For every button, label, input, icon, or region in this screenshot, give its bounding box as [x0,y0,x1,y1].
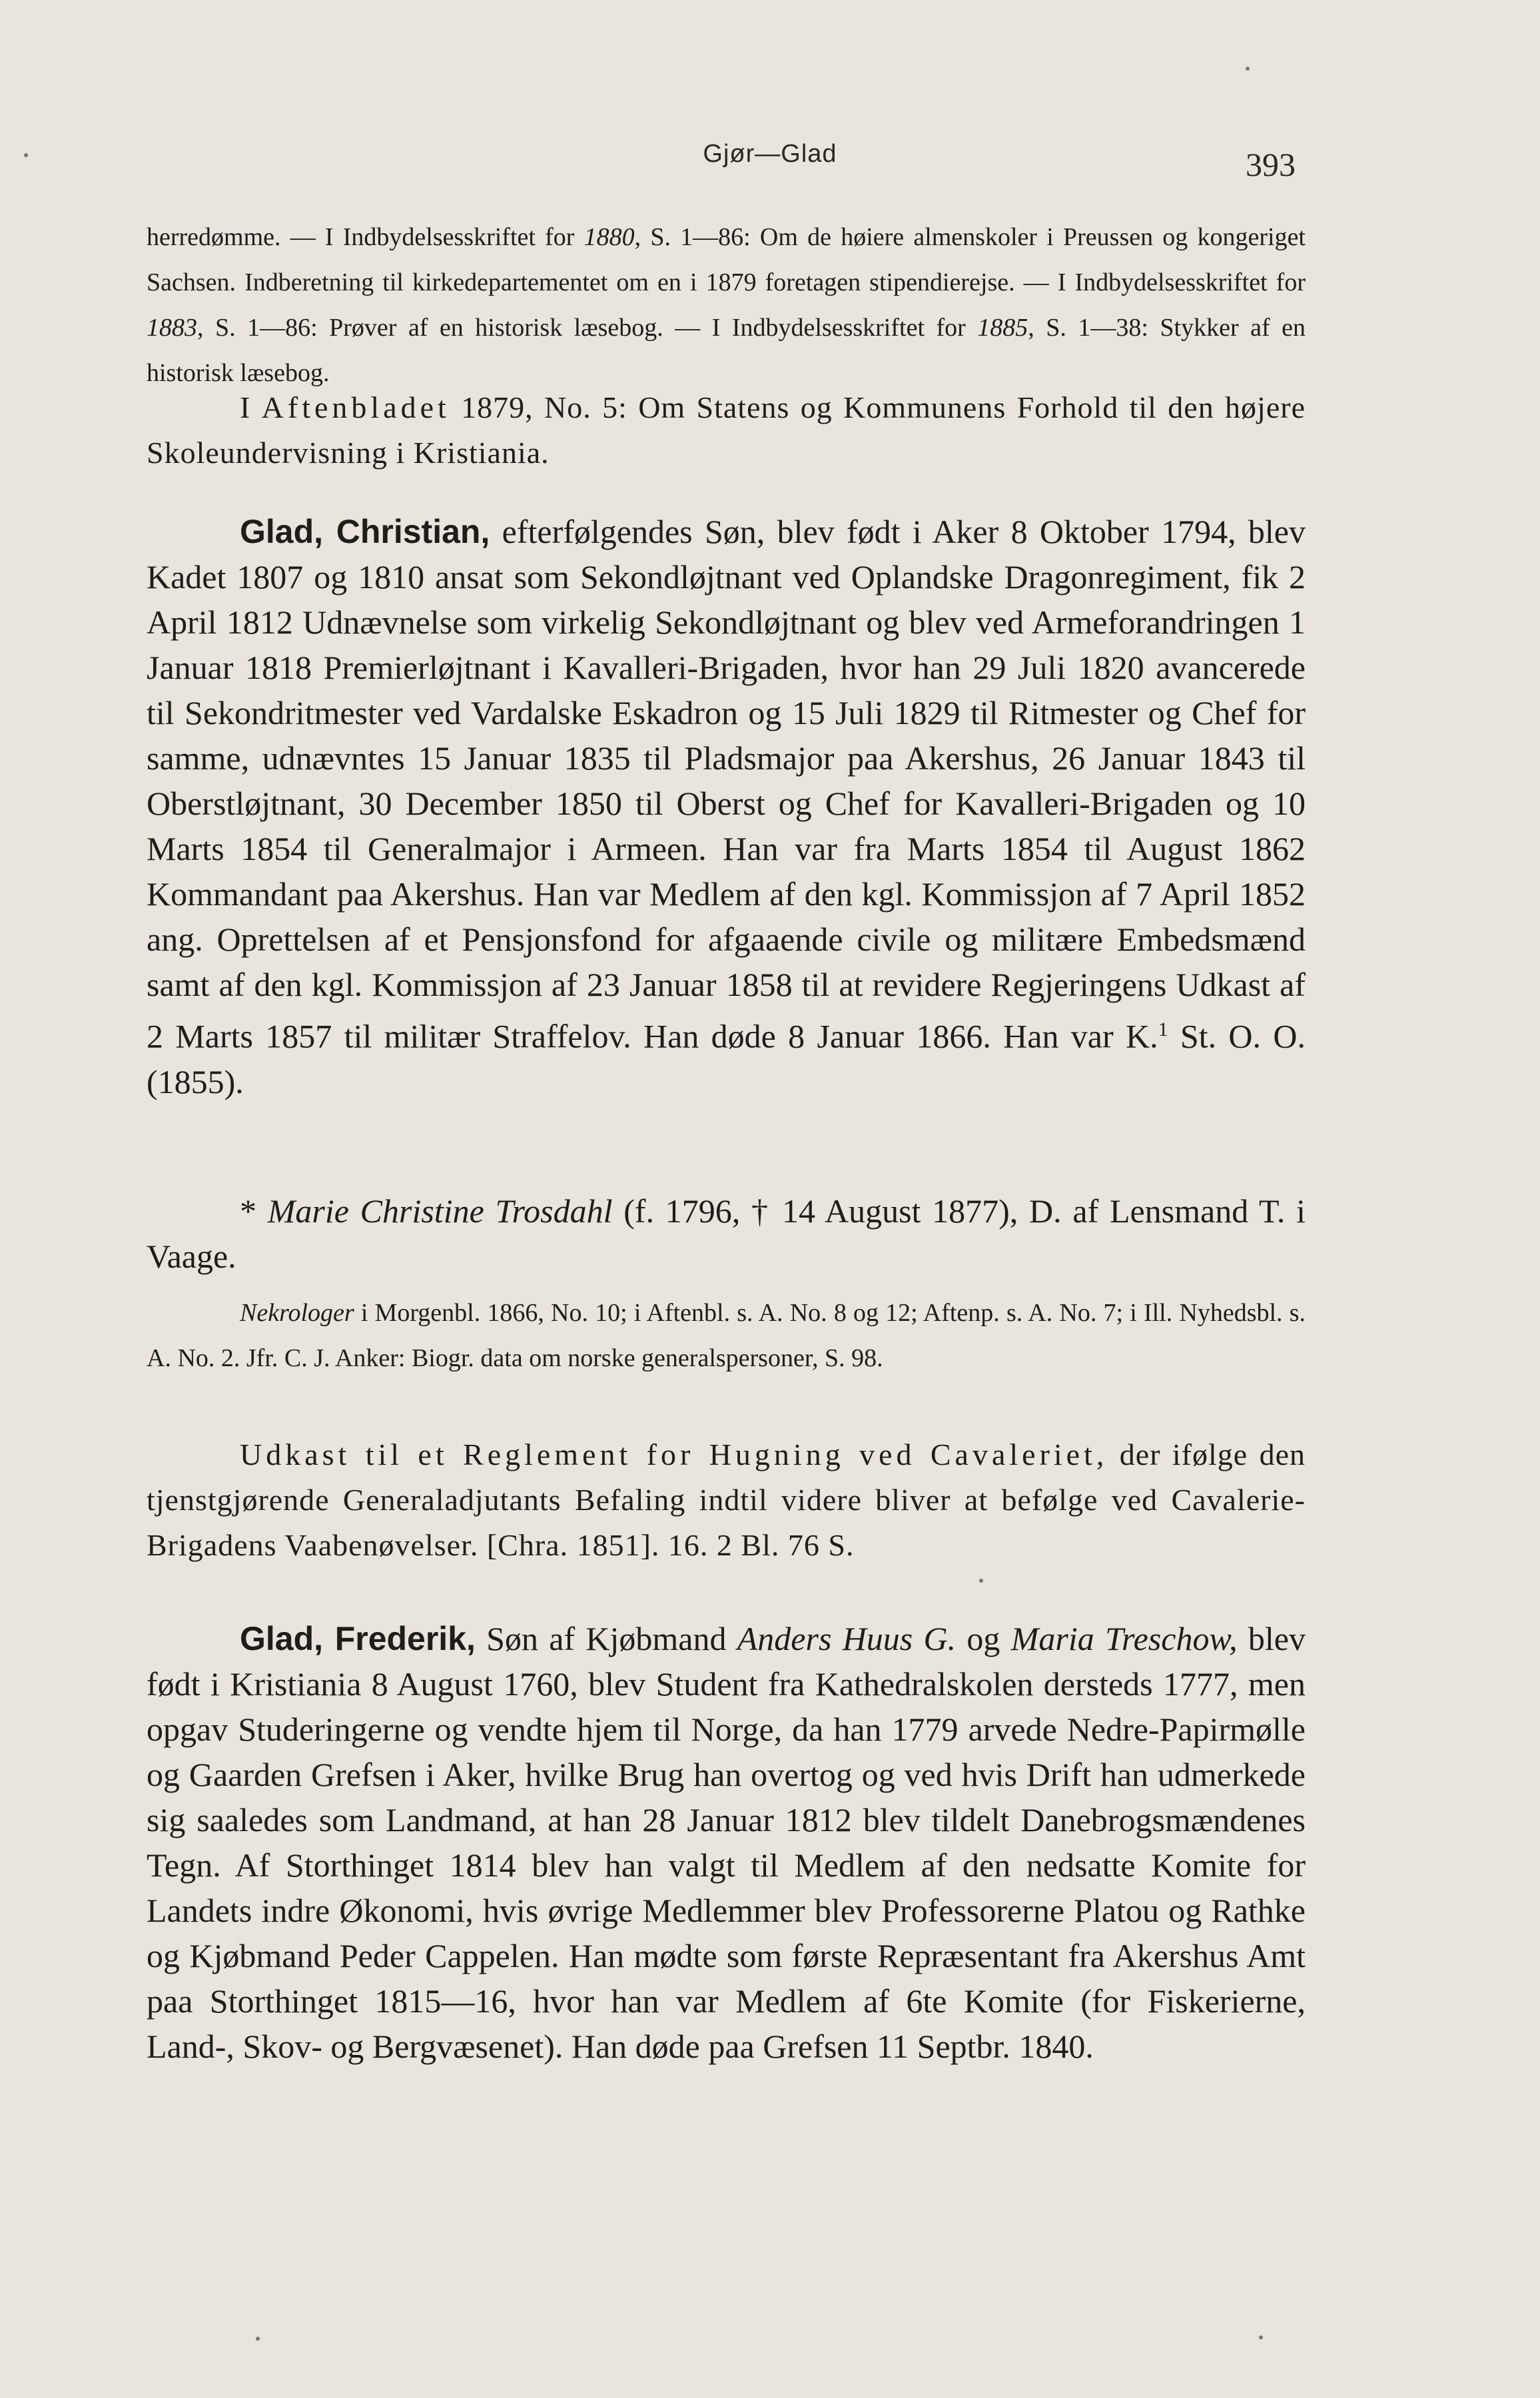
entry-bio: blev født i Kristiania 8 August 1760, blev Student fra Kathedralskolen dersteds 1777, men opgav Studeringerne og vendte hjem til Norge, da han 1779 arvede Nedre-Papirmølle og Gaarden Grefsen i Aker, hvilke Brug han overtog og ved hvis Drift han udmerkede sig saaledes som Landmand, at han 28 Januar 1812 blev tildelt Danebrogsmændenes Tegn. Af Storthinget 1814 blev han valgt til Medlem af den nedsatte Komite for Landets indre Økonomi, hvis øvrige Medlemmer blev Professorerne Platou og Rathke og Kjøbmand Peder Cappelen. Han mødte som første Repræsentant fra Akershus Amt paa Storthinget 1815—16, hvor han var Medlem af 6te Komite (for Fiskerierne, Land-, Skov- og Bergvæsenet). Han døde paa Grefsen 11 Septbr. 1840. [147,1620,1306,2065]
work-title: Udkast til et Reglement for Hugning ved Cavaleriet, [240,1437,1108,1471]
text-run: der ifølge den tjenstgjørende Generaladjutants Befaling indtil videre bliver at befølge ved Cavalerie-Brigadens Vaabenøvelser. [Chra. 1851]. 16. 2 Bl. 76 S. [147,1437,1306,1562]
spouse-paragraph [147,1188,1306,1279]
spouse-name: Marie Christine Trosdahl [267,1192,613,1230]
father-name: Anders Huus G. [737,1620,957,1657]
fraktur-paragraph [147,385,1306,476]
text-run: , S. 1—86: Om de høiere almenskoler i Preussen og kongeriget Sachsen. Indberetning til kirkedepartementet om en i 1879 foretagen stipendierejse. — I Indbydelsesskriftet for [147,223,1306,296]
work-paragraph [147,1432,1306,1568]
paper-speck [1259,2335,1263,2339]
text-run: Søn af Kjøbmand [475,1620,737,1657]
text-run: (f. 1796, † 14 August 1877), D. af Lensmand T. i Vaage. [147,1192,1306,1275]
entry-frederik [147,1616,1306,2069]
order-superscript: 1 [1158,1018,1168,1040]
year-italic: 1883 [147,314,197,342]
bibliography-paragraph [147,214,1306,396]
text-run: i Morgenbl. 1866, No. 10; i Aftenbl. s. A. No. 8 og 12; Aftenp. s. A. No. 7; i Ill. Nyhedsbl. s. A. No. 2. Jfr. C. J. Anker: Biogr. data om norske generalspersoner, S. 98. [147,1299,1306,1372]
entry-bio: efterfølgendes Søn, blev født i Aker 8 Oktober 1794, blev Kadet 1807 og 1810 ansat som Sekondløjtnant ved Oplandske Dragonregiment, fik 2 April 1812 Udnævnelse som virkelig Sekondløjtnant og blev ved Armeforandringen 1 Januar 1818 Premierløjtnant i Kavalleri-Brigaden, hvor han 29 Juli 1820 avancerede til Sekondritmester ved Vardalske Eskadron og 15 Juli 1829 til Ritmester og Chef for samme, udnævntes 15 Januar 1835 til Pladsmajor paa Akershus, 26 Januar 1843 til Oberstløjtnant, 30 December 1850 til Oberst og Chef for Kavalleri-Brigaden og 10 Marts 1854 til Generalmajor i Armeen. Han var fra Marts 1854 til August 1862 Kommandant paa Akershus. Han var Medlem af den kgl. Kommissjon af 7 April 1852 ang. Oprettelsen af et Pensjonsfond for afgaaende civile og militære Embedsmænd samt af den kgl. Kommissjon af 23 Januar 1858 til at revidere Regjeringens Udkast af 2 Marts 1857 til militær Straffelov. Han døde 8 Januar 1866. Han var K. [147,513,1306,1055]
text-run: St. O. O. (1855). [147,1017,1306,1100]
entry-christian [147,509,1306,1104]
text-run: I [240,390,262,424]
paper-speck [1246,67,1250,71]
text-run: , S. 1—86: Prøver af en historisk læsebog. — I Indbydelsesskriftet for [197,314,978,342]
year-italic: 1880 [583,223,635,251]
paper-speck [24,153,28,157]
nekrologer-paragraph [147,1290,1306,1381]
paper-speck [256,2337,260,2341]
newspaper-title: Aftenbladet [261,390,450,424]
page-number: 393 [1246,146,1296,183]
nekrologer-label: Nekrologer [240,1299,354,1327]
text-run: herredømme. — I Indbydelsesskriftet for [147,223,584,251]
text-run: , S. 1—38: Stykker af en historisk læsebog. [147,314,1306,387]
entry-name: Glad, Christian, [240,513,490,550]
text-run: og [956,1620,1011,1657]
year-italic: 1885 [977,314,1028,342]
running-head: Gjør—Glad [703,140,837,168]
mother-name: Maria Treschow, [1010,1620,1238,1657]
entry-name: Glad, Frederik, [240,1620,476,1657]
paper-speck [979,1579,983,1583]
text-run: * [240,1192,268,1230]
text-run: 1879, No. 5: Om Statens og Kommunens Forhold til den højere Skoleundervisning i Kristiania. [147,390,1306,470]
